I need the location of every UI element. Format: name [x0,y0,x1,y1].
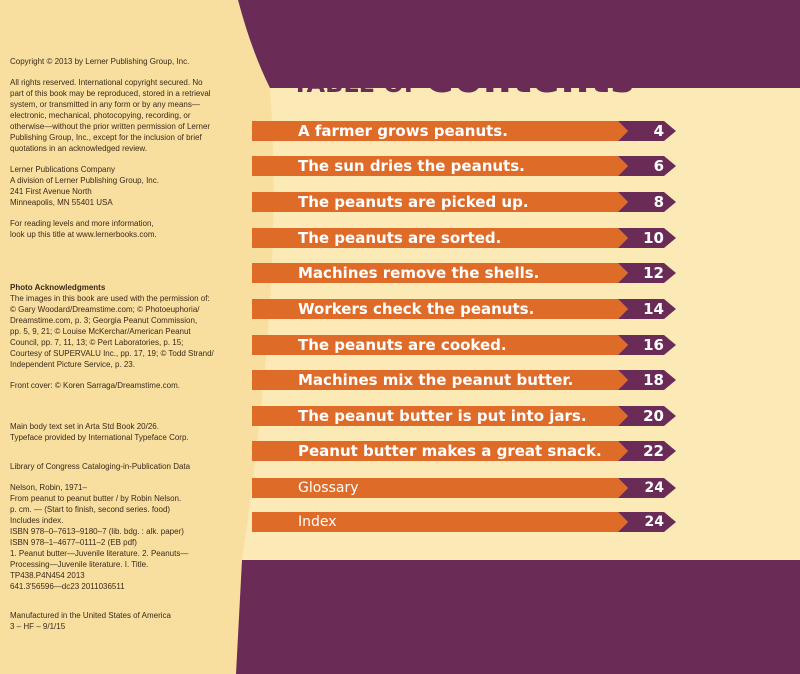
toc-entry[interactable] [252,228,676,248]
toc-entry-page: 6 [653,157,664,175]
toc-entry-label: The peanut butter is put into jars. [298,407,587,425]
copyright-line: Copyright © 2013 by Lerner Publishing Group, Inc. [10,57,190,66]
toc-entry-label: Workers check the peanuts. [298,300,535,318]
reading-levels-note: For reading levels and more information, look up this title at www.lernerbooks.com. [10,219,157,239]
toc-title-small: TABLE OF [292,70,421,98]
toc-entry-page: 4 [653,122,664,140]
toc-entry-label: Glossary [298,480,359,496]
toc-entry-label: The peanuts are cooked. [298,336,507,354]
toc-entry[interactable] [252,370,676,390]
typeface-note: Main body text set in Arta Std Book 20/26. Typeface provided by International Typeface Corp. [10,422,189,442]
plum-bottom-band [236,560,800,674]
publisher-address: Lerner Publications Company A division of Lerner Publishing Group, Inc. 241 First Avenue North Minneapolis, MN 55401 USA [10,165,159,207]
photo-acknowledgments-text: The images in this book are used with the permission of: © Gary Woodard/Dreamstime.com; © Photoeuphoria/ Dreamstime.com, p. 3; Georgia Peanut Commission, pp. 5, 9, 21; © Louise McKerchar/American Peanut Council, pp. 7, 11, 13; © Pert Laboratories, p. 15; Courtesy of SUPERVALU Inc., pp. 17, 19; © Todd Strand/ Independent Picture Service, p. 23. [10,294,214,369]
toc-entry[interactable] [252,263,676,283]
front-cover-credit: Front cover: © Koren Sarraga/Dreamstime.com. [10,381,180,390]
cip-data: Nelson, Robin, 1971– From peanut to peanut butter / by Robin Nelson. p. cm. — (Start to finish, second series. food) Includes index. ISBN 978–0–7613–9180–7 (lib. bdg. : alk. paper) ISBN 978–1–4677–0111–2 (EB pdf) 1. Peanut butter—Juvenile literature. 2. Peanuts— Processing—Juvenile literature. I. Title. TP438.P4N454 2013 641.3'56596—dc23 2011036511 [10,483,189,591]
toc-entry[interactable] [252,156,676,176]
cip-heading: Library of Congress Cataloging-in-Publication Data [10,462,191,471]
toc-entry-label: The sun dries the peanuts. [298,157,525,175]
manufactured-note: Manufactured in the United States of America 3 – HF – 9/1/15 [10,611,171,631]
toc-entry[interactable] [252,121,676,141]
toc-entry-page: 12 [643,264,664,282]
toc-entry-label: The peanuts are picked up. [298,193,529,211]
toc-entry-page: 22 [643,442,664,460]
toc-entry-page: 24 [644,514,664,530]
toc-entry-label: Index [298,514,337,530]
toc-title-big: Contents [424,56,636,102]
toc-entry[interactable] [252,192,676,212]
toc-entry[interactable] [252,299,676,319]
photo-acknowledgments-heading: Photo Acknowledgments [10,283,106,292]
toc-entry-label: A farmer grows peanuts. [298,122,508,140]
toc-entry[interactable] [252,478,676,498]
toc-title [292,56,635,102]
toc-entry-label: Machines remove the shells. [298,264,540,282]
toc-entry-page: 20 [643,407,664,425]
toc-entry-label: The peanuts are sorted. [298,229,502,247]
toc-entry[interactable] [252,335,676,355]
rights-statement: All rights reserved. International copyright secured. No part of this book may be reproduced, stored in a retrieval system, or transmitted in any form or by any means— electronic, mechanical, photocopying, recording, or otherwise—without the prior written permission of Lerner Publishing Group, Inc., except for the inclusion of brief quotations in an acknowledged review. [10,78,211,153]
toc-entry-page: 14 [643,300,664,318]
toc-entry-page: 16 [643,336,664,354]
toc-entry-label: Machines mix the peanut butter. [298,371,574,389]
toc-entry-page: 24 [644,480,664,496]
toc-entry[interactable] [252,406,676,426]
toc-entry[interactable] [252,512,676,532]
toc-entry-page: 18 [643,371,664,389]
toc-entry-label: Peanut butter makes a great snack. [298,442,602,460]
toc-entry-page: 10 [643,229,664,247]
toc-entry-page: 8 [653,193,664,211]
copyright-page [10,56,238,642]
toc-entry[interactable] [252,441,676,461]
